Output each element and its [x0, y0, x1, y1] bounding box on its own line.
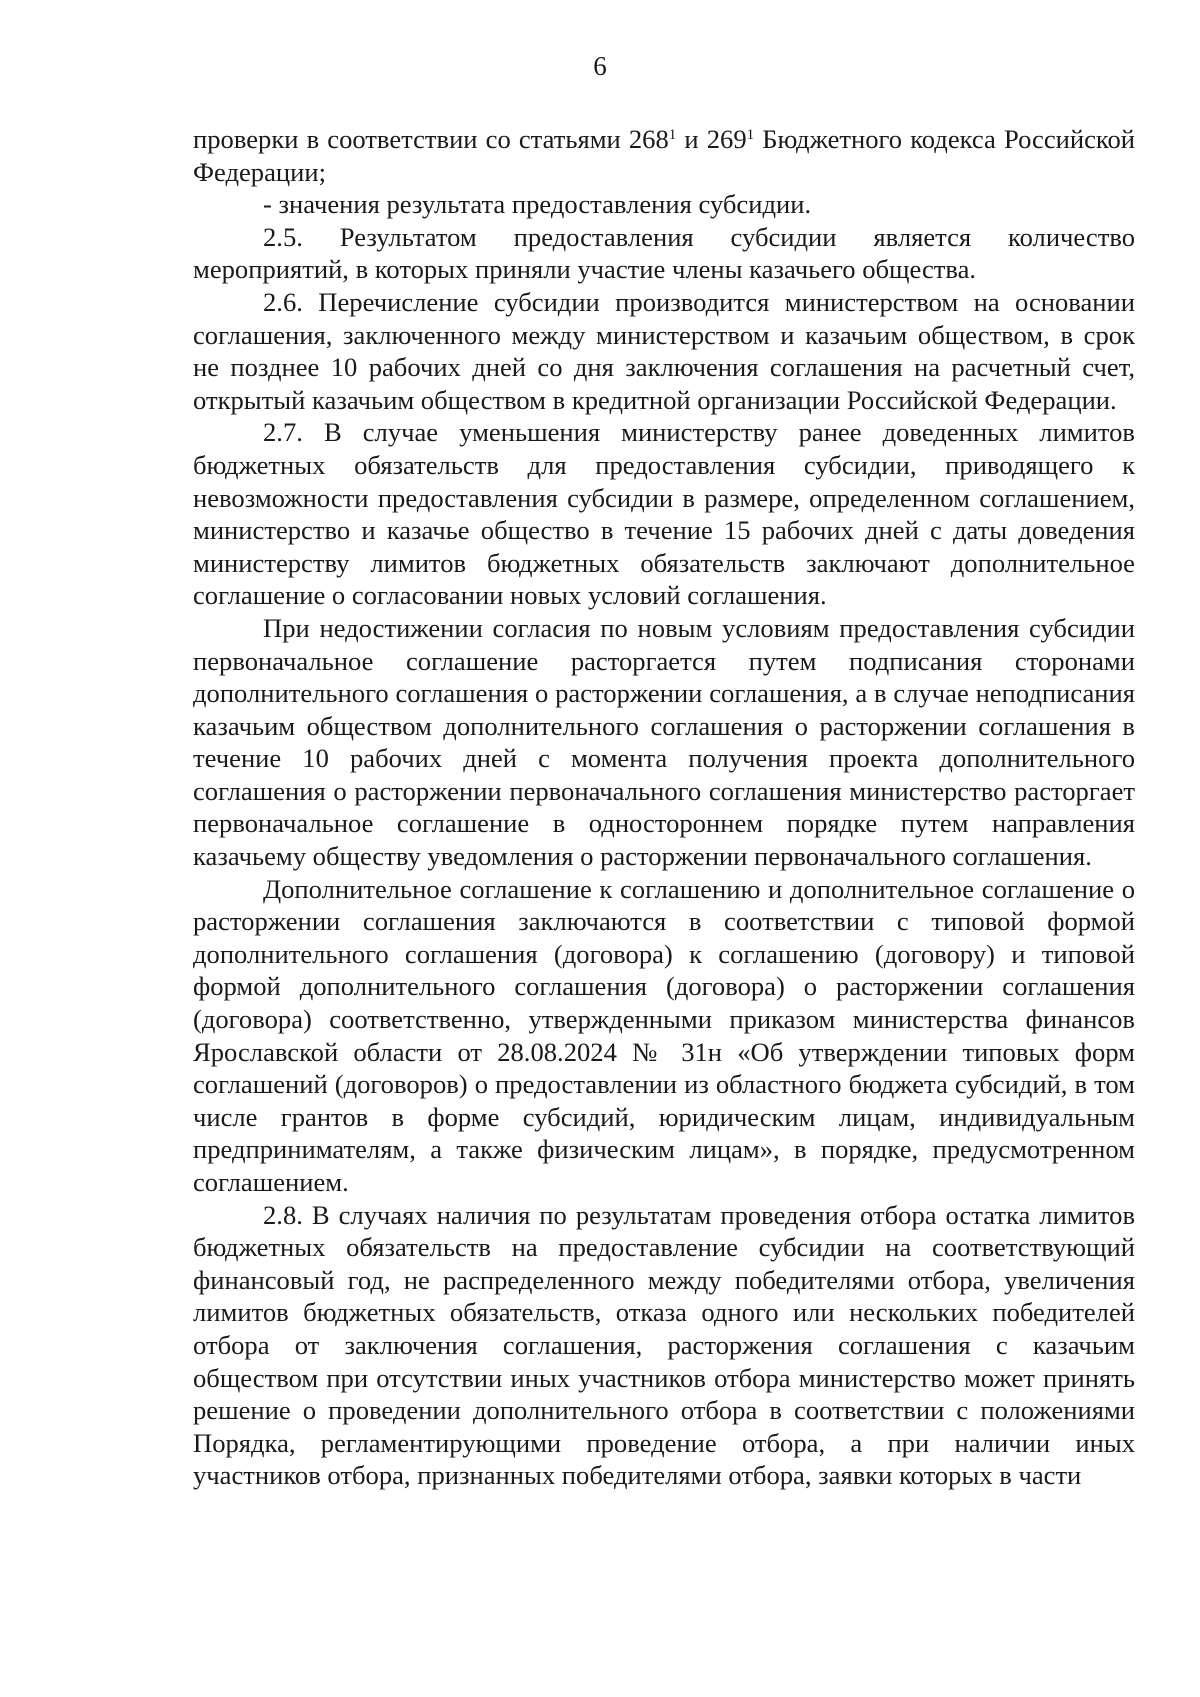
paragraph-2-6: 2.6. Перечисление субсидии производится министерством на основании соглашения, заключенного между министерством и казачьим обществом, в срок не позднее 10 рабочих дней со дня заключения соглашения на расчетный счет, открытый казачьим обществом в кредитной организации Российской Федерации. [193, 286, 1135, 415]
paragraph-2-7: 2.7. В случае уменьшения министерству ранее доведенных лимитов бюджетных обязательств для предоставления субсидии, приводящего к невозможности предоставления субсидии в размере, определенном соглашением, министерство и казачье общество в течение 15 рабочих дней с даты доведения министерству лимитов бюджетных обязательств заключают дополнительное соглашение о согласовании новых условий соглашения. [193, 417, 1135, 611]
paragraph-2-8: 2.8. В случаях наличия по результатам проведения отбора остатка лимитов бюджетных обязательств на предоставление субсидии на соответствующий финансовый год, не распределенного между победителями отбора, увеличения лимитов бюджетных обязательств, отказа одного или нескольких победителей отбора от заключения соглашения, расторжения соглашения с казачьим обществом при отсутствии иных участников отбора министерство может принять решение о проведении дополнительного отбора в соответствии с положениями Порядка, регламентирующими проведение отбора, а при наличии иных участников отбора, признанных победителями отбора, заявки которых в части [193, 1199, 1135, 1491]
text-fragment: проверки в соответствии со статьями 268 [193, 124, 669, 154]
superscript: 1 [746, 127, 755, 143]
paragraph-list-item: - значения результата предоставления субсидии. [263, 189, 812, 220]
page-number: 6 [593, 51, 607, 81]
paragraph-additional-agreement: Дополнительное соглашение к соглашению и дополнительное соглашение о расторжении соглашения заключаются в соответствии с типовой формой дополнительного соглашения (договора) к соглашению (договору) и типовой формой дополнительного соглашения (договора) о расторжении соглашения (договора) соответственно, утвержденными приказом министерства финансов Ярославской области от 28.08.2024 № 31н «Об утверждении типовых форм соглашений (договоров) о предоставлении из областного бюджета субсидий, в том числе грантов в форме субсидий, юридическим лицам, индивидуальным предпринимателям, а также физическим лицам», в порядке, предусмотренном соглашением. [193, 873, 1135, 1197]
text-fragment: и 269 [676, 124, 747, 154]
text-fragment: Бюджетного кодекса Российской Федерации; [193, 124, 1136, 187]
superscript: 1 [668, 127, 677, 143]
paragraph-continuation [193, 123, 1135, 188]
paragraph-disagreement: При недостижении согласия по новым условиям предоставления субсидии первоначальное соглашение расторгается путем подписания сторонами дополнительного соглашения о расторжении соглашения, а в случае неподписания казачьим обществом дополнительного соглашения о расторжении соглашения в течение 10 рабочих дней с момента получения проекта дополнительного соглашения о расторжении первоначального соглашения министерство расторгает первоначальное соглашение в одностороннем порядке путем направления казачьему обществу уведомления о расторжении первоначального соглашения. [193, 612, 1135, 872]
paragraph-2-5: 2.5. Результатом предоставления субсидии является количество мероприятий, в которых приняли участие члены казачьего общества. [193, 221, 1135, 285]
document-body [193, 123, 1135, 1492]
